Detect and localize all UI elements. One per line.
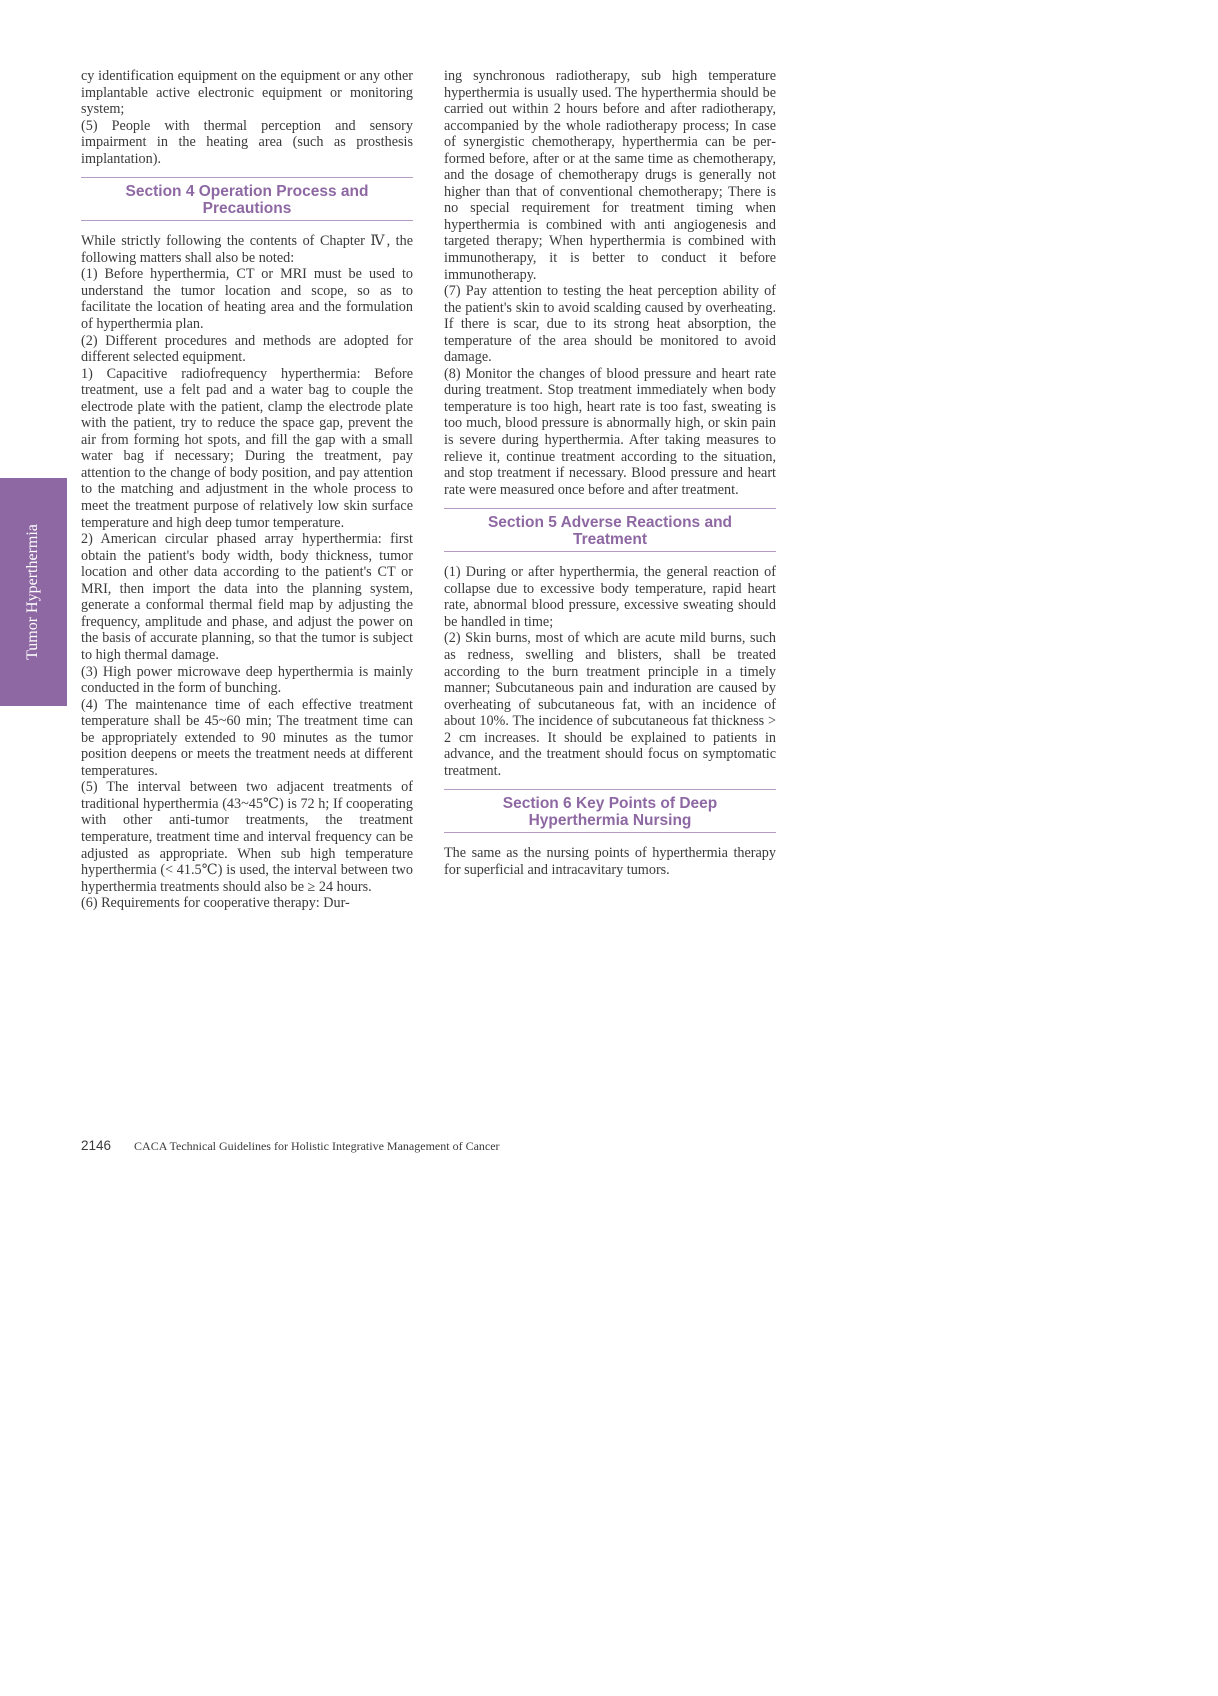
paragraph: (5) People with thermal perception and sensory impairment in the heating area (such as prosthesis implantation). bbox=[81, 117, 413, 167]
paragraph: (8) Monitor the changes of blood pressure and heart rate during treatment. Stop treatment immediately when body temperature is too high, heart rate is too fast, sweating is too much, blood pressure is abnormally high, or skin pain is severe during hyperthermia. After taking measures to relieve it, continue treatment according to the situation, and stop treatment if necessary. Blood pressure and heart rate were measured once before and after treatment. bbox=[444, 365, 776, 498]
section-5-heading bbox=[444, 508, 776, 552]
page-number: 2146 bbox=[81, 1138, 112, 1153]
side-tab-label: Tumor Hyperthermia bbox=[24, 524, 41, 660]
paragraph: (5) The interval between two adjacent treatments of traditional hyperthermia (43~45℃) is 72 h; If cooperating with other anti-tumor treatments, the treatment temperature, treatment time and interval frequency can be adjusted as appropriate. When sub high temperature hyperthermia (< 41.5℃) is used, the interval between two hyperthermia treatments should also be ≥ 24 hours. bbox=[81, 779, 413, 895]
paragraph: (3) High power microwave deep hyperthermia is mainly conducted in the form of bunching. bbox=[81, 663, 413, 697]
section-4-heading bbox=[81, 177, 413, 221]
paragraph: (4) The maintenance time of each effective treatment temperature shall be 45~60 min; The treatment time can be appropriately extended to 90 minutes as the tumor position deepens or meets the treatment needs at different temperatures. bbox=[81, 696, 413, 779]
section-heading-line: Precautions bbox=[202, 200, 292, 218]
paragraph: (2) Skin burns, most of which are acute mild burns, such as redness, swelling and blisters, shall be treated according to the burn treatment principle in a timely manner; Subcutaneous pain and induration are caused by overheating of subcutaneous fat, with an incidence of about 10%. The incidence of subcutaneous fat thickness > 2 cm increases. It should be explained to patients in advance, and the treatment should focus on symptomatic treatment. bbox=[444, 630, 776, 779]
paragraph: (1) During or after hyperthermia, the general reaction of collapse due to excessive body temperature, rapid heart rate, abnormal blood pressure, excessive sweating should be handled in time; bbox=[444, 564, 776, 630]
right-column bbox=[444, 68, 776, 878]
paragraph: The same as the nursing points of hyperthermia therapy for superficial and intracavitary tumors. bbox=[444, 845, 776, 878]
paragraph: (2) Different procedures and methods are adopted for different selected equipment. bbox=[81, 332, 413, 366]
paragraph: ing synchronous radiotherapy, sub high temperature hyperthermia is usually used. The hyperthermia should be carried out within 2 hours before and after radiotherapy, accompanied by the whole radiotherapy process; In case of synergistic chemotherapy, hyperthermia can be performed before, after or at the same time as chemotherapy, and the dosage of chemotherapy drugs is generally not higher than that of conventional chemotherapy; There is no special requirement for treatment timing when hyperthermia is combined with anti angiogenesis and targeted therapy; When hyperthermia is combined with immunotherapy, it is better to conduct it before immunotherapy. bbox=[444, 68, 776, 283]
paragraph: (1) Before hyperthermia, CT or MRI must be used to understand the tumor location and scope, so as to facilitate the location of heating area and the formulation of hyperthermia plan. bbox=[81, 266, 413, 333]
page-footer bbox=[81, 1138, 500, 1154]
section-heading-line: Section 6 Key Points of Deep bbox=[502, 795, 718, 813]
section-heading-line: Hyperthermia Nursing bbox=[528, 812, 692, 830]
paragraph: (6) Requirements for cooperative therapy: Dur- bbox=[81, 895, 350, 912]
section-heading-line: Section 5 Adverse Reactions and bbox=[487, 514, 733, 532]
paragraph: cy identification equipment on the equipment or any other implantable active electronic equipment or monitoring system; bbox=[81, 68, 413, 118]
book-title: CACA Technical Guidelines for Holistic Integrative Management of Cancer bbox=[134, 1139, 500, 1153]
section-heading-line: Treatment bbox=[572, 531, 648, 549]
section-6-heading bbox=[444, 789, 776, 833]
paragraph: 2) American circular phased array hyperthermia: first obtain the patient's body width, body thickness, tumor location and other data according to the patient's CT or MRI, then import the data into the planning system, generate a conformal thermal field map by adjusting the frequency, amplitude and phase, and adjust the power on the basis of accurate planning, so that the tumor is subject to high thermal damage. bbox=[81, 531, 413, 663]
left-column bbox=[81, 68, 413, 912]
paragraph: (7) Pay attention to testing the heat perception ability of the patient's skin to avoid scalding caused by overheating. If there is scar, due to its strong heat absorption, the temperature of the area should be monitored to avoid damage. bbox=[444, 283, 776, 366]
paragraph: While strictly following the contents of Chapter Ⅳ, the following matters shall also be noted: bbox=[81, 233, 413, 266]
section-heading-line: Section 4 Operation Process and bbox=[125, 183, 369, 201]
paragraph: 1) Capacitive radiofrequency hyperthermia: Before treatment, use a felt pad and a water bag to couple the electrode plate with the patient, clamp the electrode plate with the patient, try to reduce the space gap, prevent the air from forming hot spots, and fill the gap with a small water bag if necessary; During the treatment, pay attention to the change of body position, and pay attention to the matching and adjustment in the whole process to meet the treatment purpose of relatively low skin surface temperature and high deep tumor temperature. bbox=[81, 365, 413, 531]
